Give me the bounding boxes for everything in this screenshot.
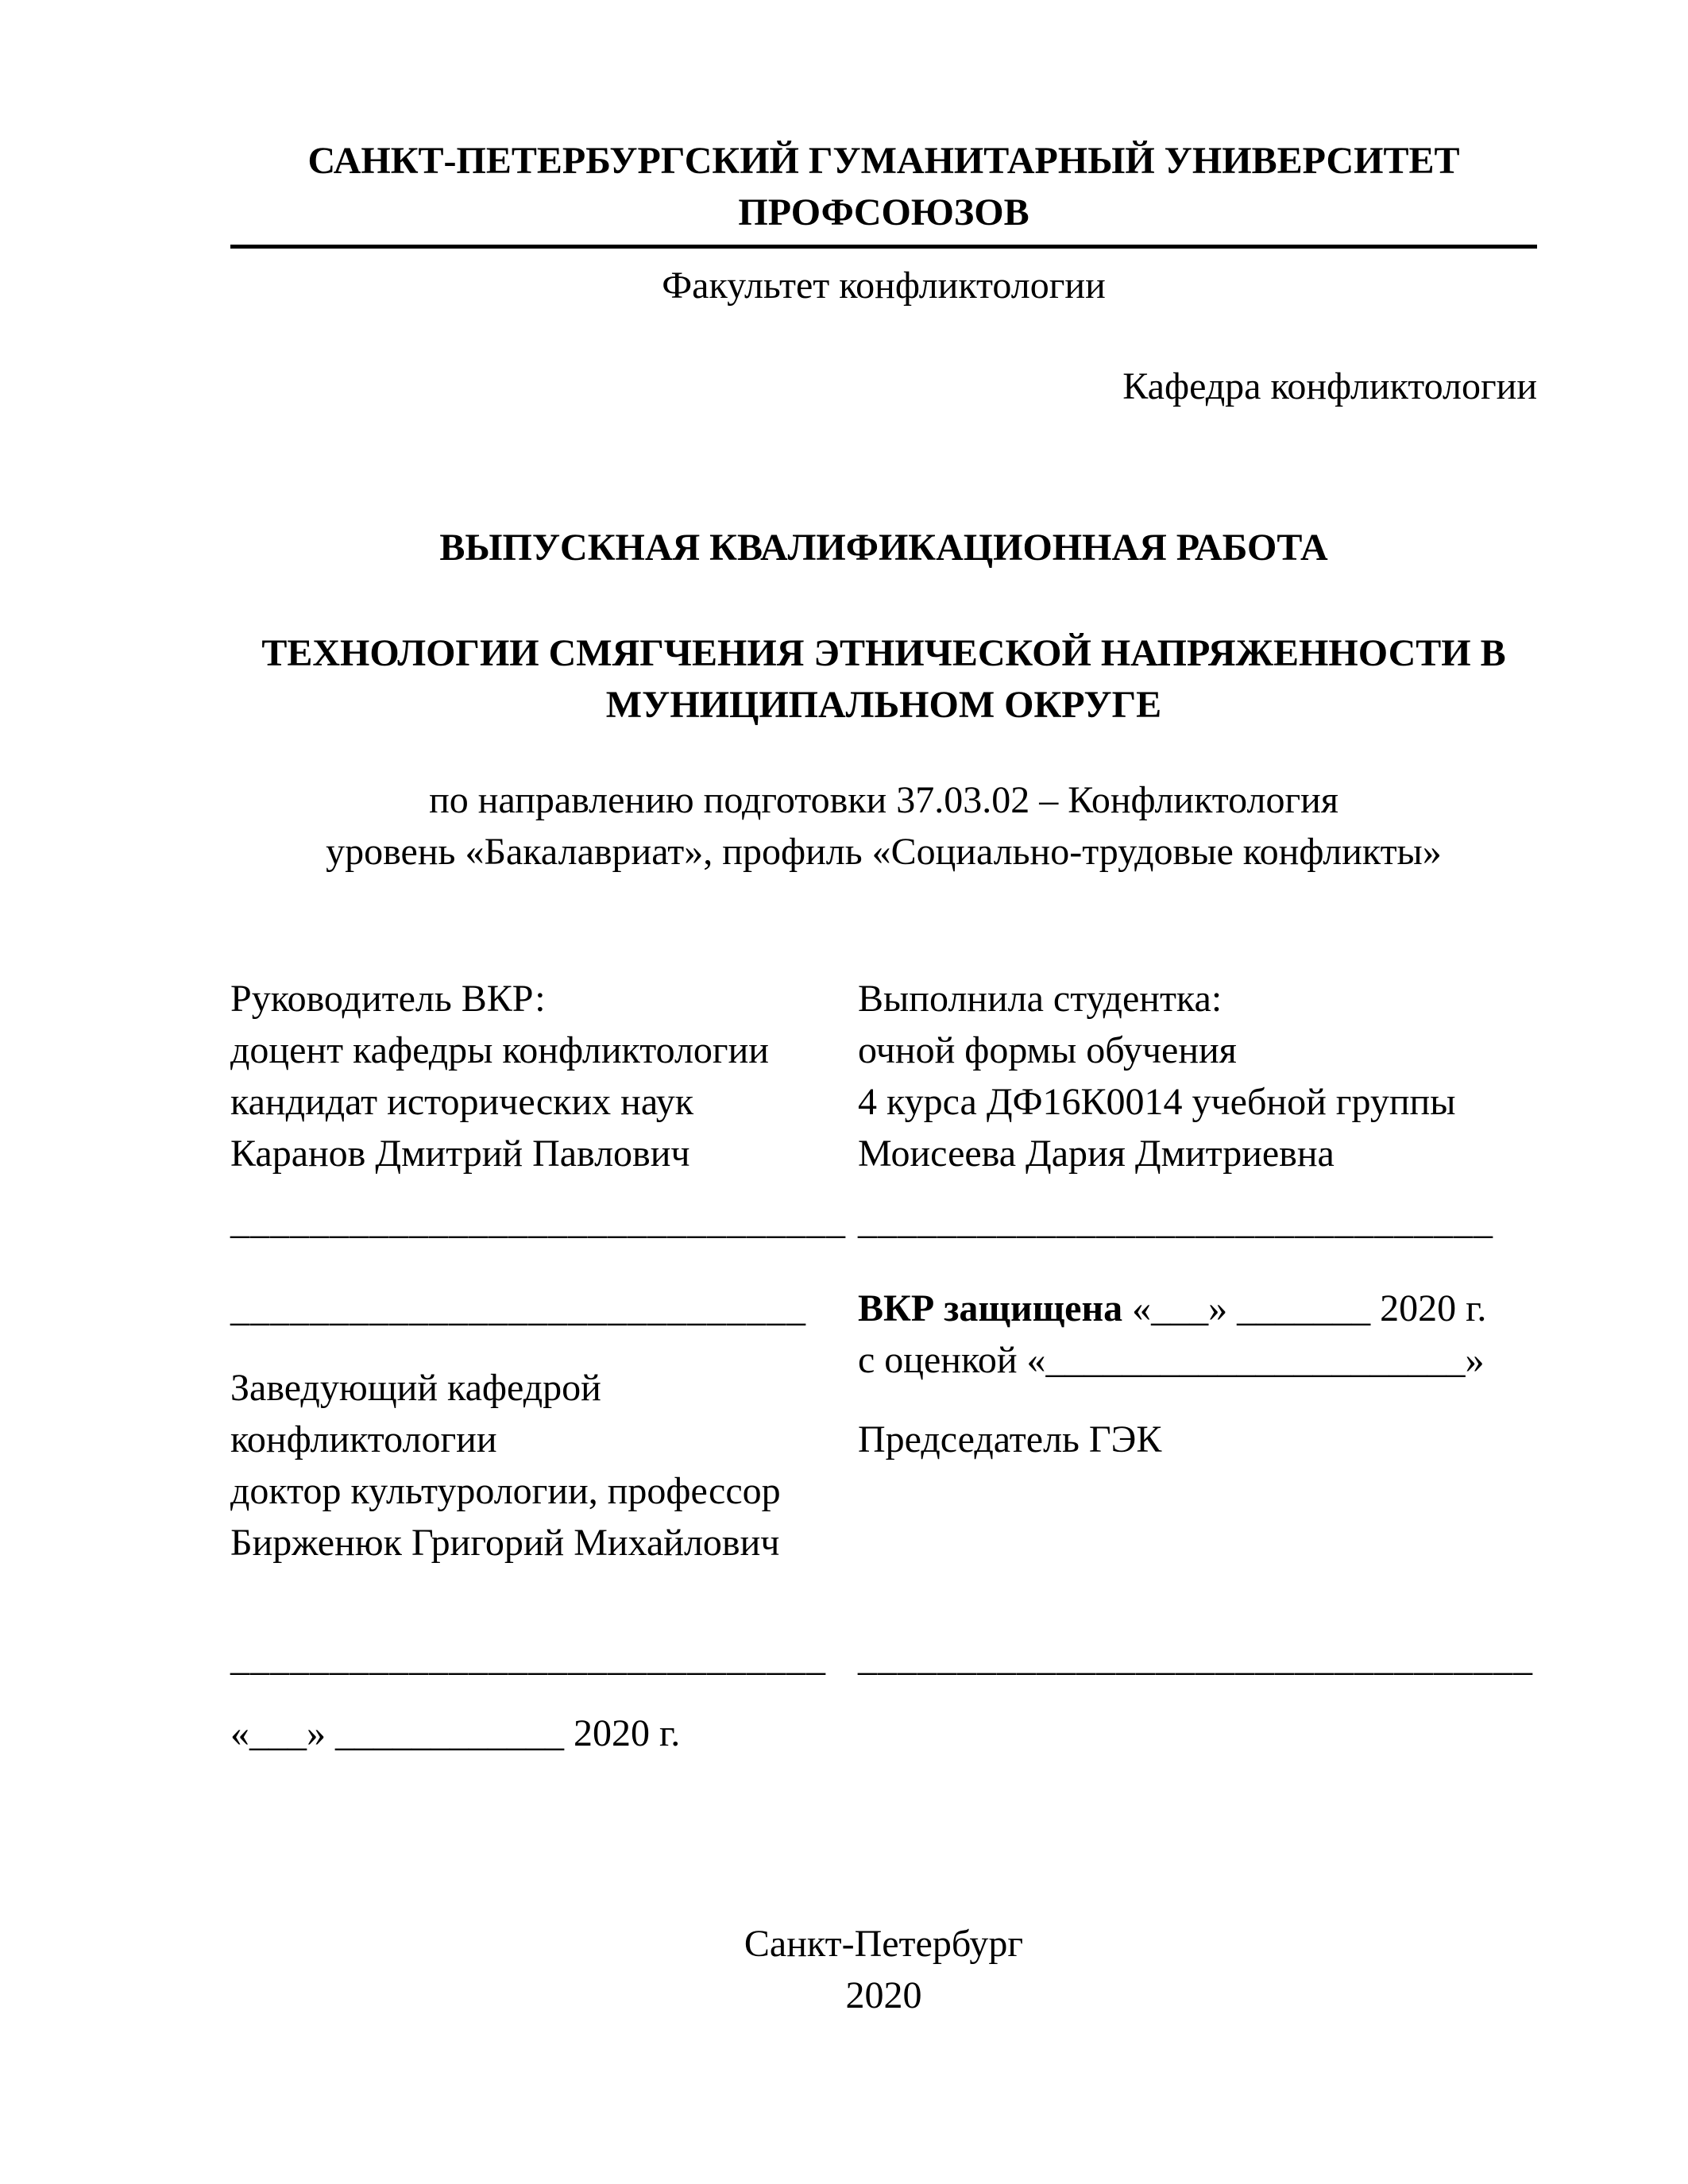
- thesis-title: [230, 627, 1537, 731]
- thesis-title-line1: ТЕХНОЛОГИИ СМЯГЧЕНИЯ ЭТНИЧЕСКОЙ НАПРЯЖЕННОСТИ В: [261, 632, 1506, 674]
- student-signature-line: ________________________________: [858, 1200, 1493, 1242]
- student-name: Моисеева Дария Дмитриевна: [858, 1133, 1335, 1175]
- student-label: Выполнила студентка:: [858, 978, 1223, 1020]
- supervisor-column: [230, 973, 858, 1759]
- head-label-line1: Заведующий кафедрой: [230, 1367, 601, 1409]
- work-type-title: ВЫПУСКНАЯ КВАЛИФИКАЦИОННАЯ РАБОТА: [439, 527, 1328, 569]
- approval-date-line: «___» ____________ 2020 г.: [230, 1712, 681, 1754]
- supervisor-degree: кандидат исторических наук: [230, 1081, 694, 1123]
- supervisor-position: доцент кафедры конфликтологии: [230, 1029, 769, 1071]
- footer: [230, 1918, 1537, 2021]
- head-degree: доктор культурологии, профессор: [230, 1470, 781, 1512]
- program-level: уровень «Бакалавриат», профиль «Социально-трудовые конфликты»: [326, 831, 1442, 873]
- supervisor-name: Каранов Дмитрий Павлович: [230, 1133, 690, 1175]
- grade-line: с оценкой «______________________»: [858, 1339, 1485, 1381]
- head-signature-line-lower: ______________________________: [230, 1637, 826, 1679]
- thesis-title-line2: МУНИЦИПАЛЬНОМ ОКРУГЕ: [605, 684, 1162, 726]
- department-name: Кафедра конфликтологии: [1122, 365, 1537, 407]
- supervisor-signature-line: _______________________________: [230, 1200, 846, 1242]
- program-direction: по направлению подготовки 37.03.02 – Конфликтология: [429, 779, 1338, 821]
- supervisor-label: Руководитель ВКР:: [230, 978, 546, 1020]
- defended-line: [858, 1283, 1537, 1334]
- head-name: Бирженюк Григорий Михайлович: [230, 1522, 780, 1564]
- head-signature-line-upper: _____________________________: [230, 1287, 806, 1329]
- footer-city: Санкт-Петербург: [744, 1923, 1024, 1965]
- student-group: 4 курса ДФ16К0014 учебной группы: [858, 1081, 1456, 1123]
- chairman-label: Председатель ГЭК: [858, 1418, 1162, 1461]
- faculty-name: Факультет конфликтологии: [662, 264, 1106, 307]
- chairman-signature-line: __________________________________: [858, 1637, 1533, 1679]
- defended-label: ВКР защищена: [858, 1287, 1123, 1329]
- student-column: [858, 973, 1537, 1759]
- footer-year: 2020: [845, 1974, 922, 2016]
- university-name: САНКТ-ПЕТЕРБУРГСКИЙ ГУМАНИТАРНЫЙ УНИВЕРСИТЕТ ПРОФСОЮЗОВ: [230, 135, 1537, 249]
- defended-date-blank: «___» _______ 2020 г.: [1122, 1287, 1487, 1329]
- signature-columns: [230, 973, 1537, 1759]
- student-form: очной формы обучения: [858, 1029, 1237, 1071]
- program-info: [230, 774, 1537, 878]
- head-label-line2: конфликтологии: [230, 1418, 497, 1461]
